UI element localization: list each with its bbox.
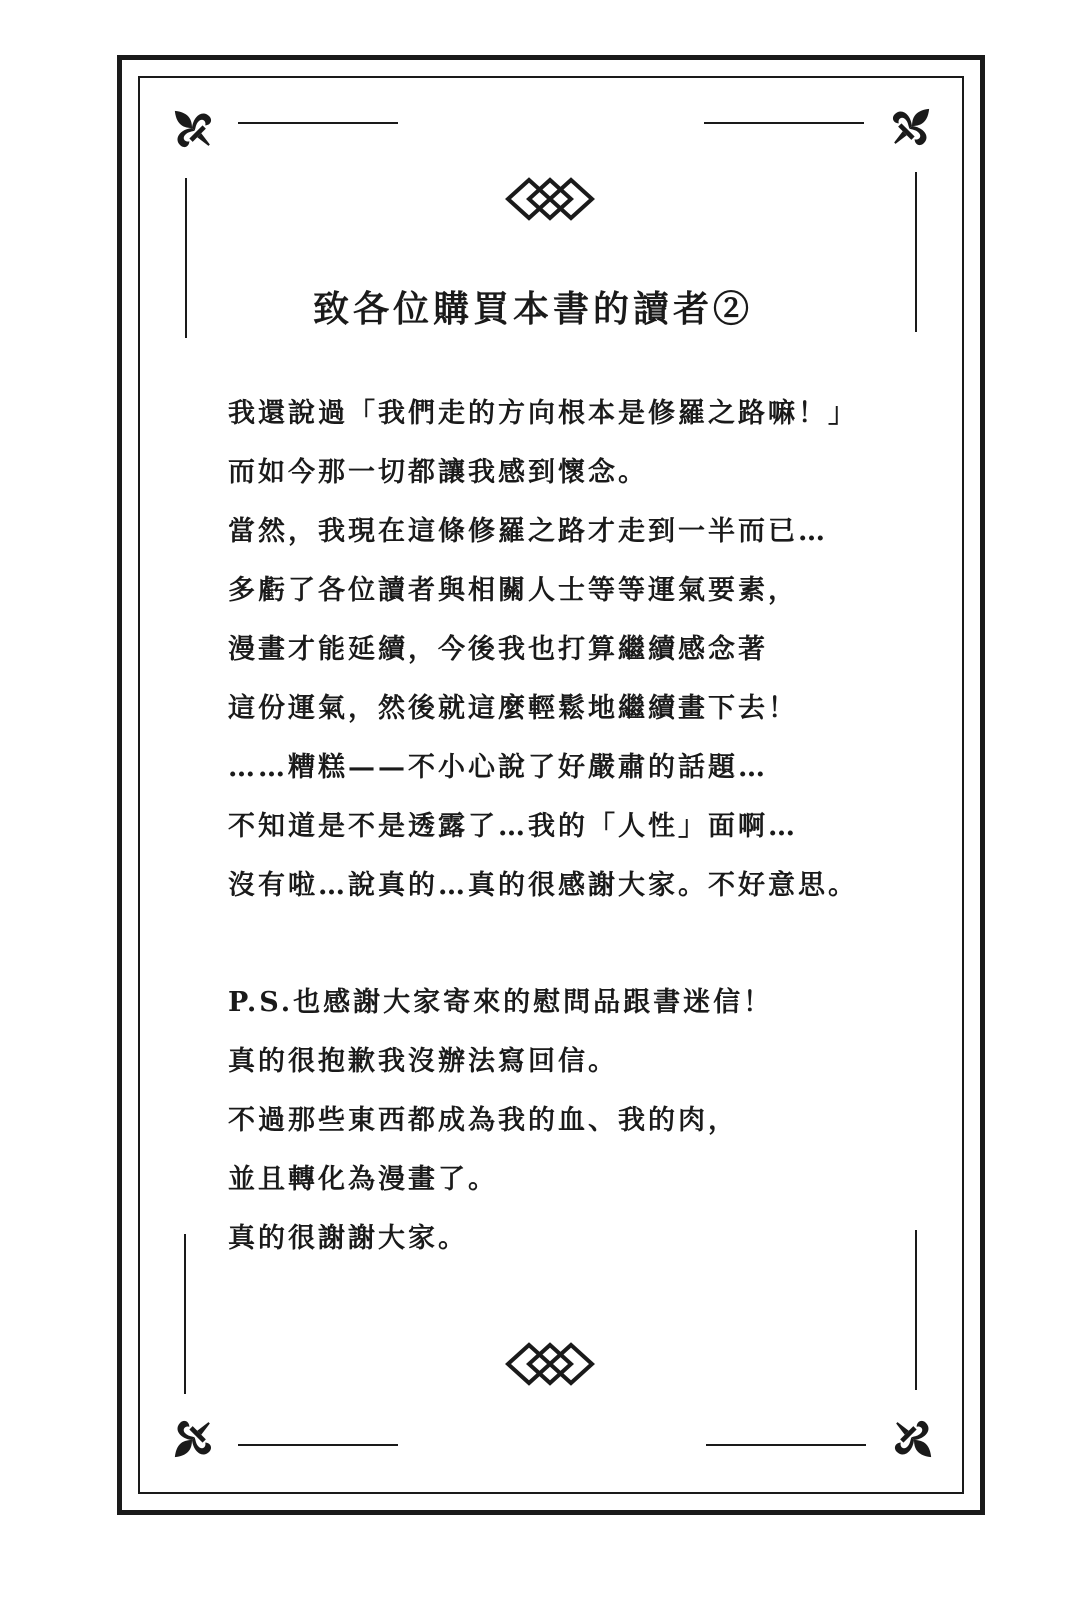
rule-bottom-left — [238, 1444, 398, 1446]
text-line: 多虧了各位讀者與相關人士等等運氣要素， — [228, 575, 798, 606]
text-line: 真的很抱歉我沒辦法寫回信。 — [228, 1046, 618, 1077]
letter-body — [228, 384, 908, 1268]
rule-top-left — [238, 122, 398, 124]
text-line: 而如今那一切都讓我感到懷念。 — [228, 457, 648, 488]
text-line: 不知道是不是透露了…我的「人性」面啊… — [228, 811, 798, 842]
interlocking-diamonds-icon — [504, 1341, 596, 1387]
paragraph-gap — [228, 915, 908, 973]
text-line: ……糟糕——不小心說了好嚴肅的話題… — [228, 752, 768, 783]
text-line: 漫畫才能延續，今後我也打算繼續感念著 — [228, 634, 768, 665]
page-title: 致各位購買本書的讀者② — [312, 288, 753, 330]
text-line: 真的很謝謝大家。 — [228, 1223, 468, 1254]
rule-bottom-right — [706, 1444, 866, 1446]
rule-vertical-bottom-left — [184, 1234, 186, 1394]
text-line: 我還說過「我們走的方向根本是修羅之路嘛！」 — [228, 398, 858, 429]
rule-vertical-bottom-right — [915, 1230, 917, 1390]
text-line: P.S.也感謝大家寄來的慰問品跟書迷信！ — [228, 987, 774, 1018]
rule-top-right — [704, 122, 864, 124]
text-line: 並且轉化為漫畫了。 — [228, 1164, 498, 1195]
text-line: 當然，我現在這條修羅之路才走到一半而已… — [228, 516, 828, 547]
text-line: 不過那些東西都成為我的血、我的肉， — [228, 1105, 738, 1136]
interlocking-diamonds-icon — [504, 176, 596, 222]
text-line: 沒有啦…說真的…真的很感謝大家。不好意思。 — [228, 870, 858, 901]
text-line: 這份運氣，然後就這麼輕鬆地繼續畫下去！ — [228, 693, 798, 724]
